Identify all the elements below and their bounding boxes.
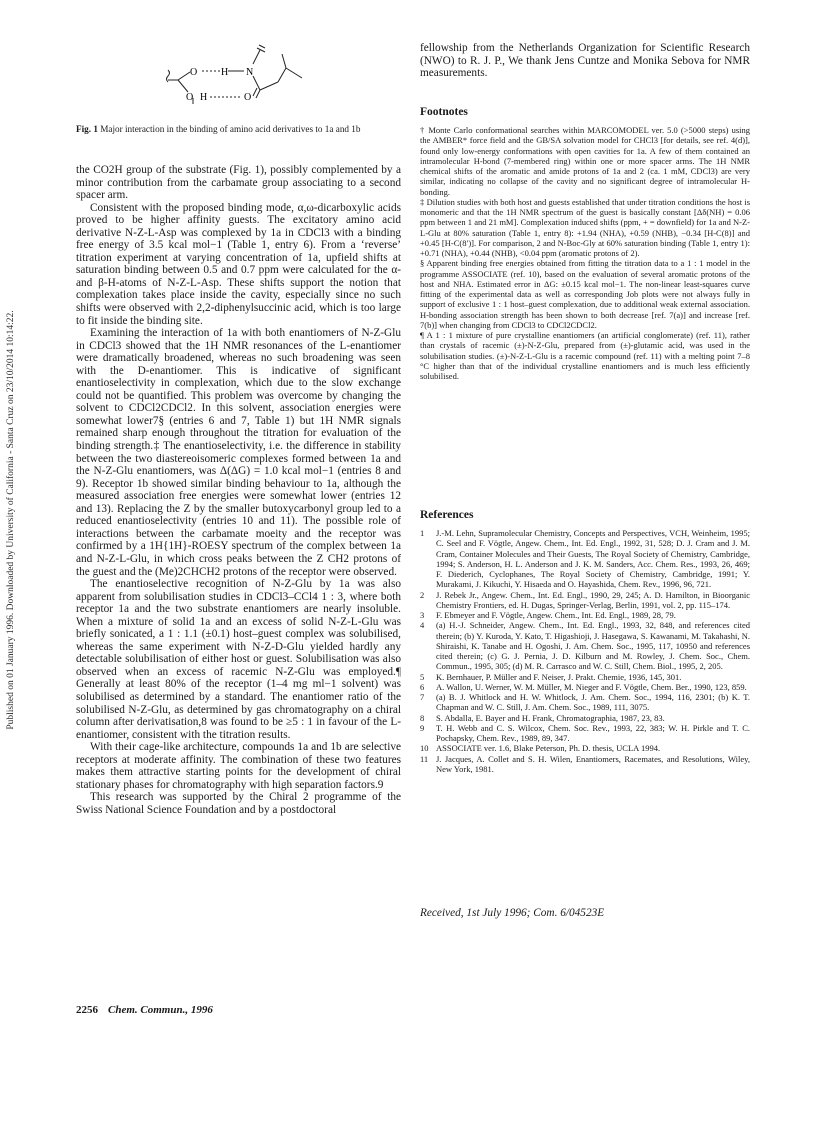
reference-number: 8	[420, 712, 425, 723]
body-paragraph: With their cage-like architecture, compounds 1a and 1b are selective receptors at moderate affinity. The combination of these two features makes them attractive starting points for the development of chiral stationary phases for chromatography with high separation factors.9	[76, 741, 401, 791]
body-paragraph: Examining the interaction of 1a with both enantiomers of N-Z-Glu in CDCl3 showed that the 1H NMR resonances of the L-enantiomer were dramatically broadened, whereas no such broadening was seen with the D-enantiomer. This is indicative of significant enantioselectivity in complexation, which due to the slow exchange could not be quantified. This problem was overcome by changing the solvent to CDCl2CDCl2. In this solvent, association energies were somewhat lower7§ (entries 6 and 7, Table 1) but 1H NMR signals remained sharp enough throughout the titration for evaluation of the binding strength.‡ The enantioselectivity, i.e. the difference in stability between the two diastereoisomeric complexes formed between 1a and the N-Z-Glu enantiomers, was Δ(ΔG) = 1.0 kcal mol−1 (entries 8 and 9). Receptor 1b showed similar binding behaviour to 1a, although the measured association free energies were somewhat lower (entries 12 and 13). Replacing the Z by the smaller butoxycarbonyl group led to a reduced enantioselectivity (entries 10 and 11). The possible role of interactions between the carbamate moeity and the receptor was confirmed by a 1H{1H}-ROESY spectrum of the complex between 1a and N-Z-L-Glu, in which cross peaks between the Z CH2 protons of the guest and the (Me)2CHCH2 protons of the receptor were observed.	[76, 327, 401, 578]
reference-item	[420, 620, 750, 671]
reference-number: 10	[420, 743, 429, 754]
body-paragraph: Consistent with the proposed binding mode, α,ω-dicarboxylic acids proved to be higher affinity guests. The excitatory amino acid derivative N-Z-L-Asp was complexed by 1a in CDCl3 with a binding free energy of 3.5 kcal mol−1 (Table 1, entry 6). From a ‘reverse’ titration experiment at varying concentration of 1a, upfield shifts at saturation binding between 0.5 and 0.7 ppm were calculated for the α- and β-H-atoms of N-Z-L-Asp. These shifts support the notion that complexation takes place inside the cavity, especially since no such shifts were observed with 2,2-diphenylsuccinic acid, which is too large to fit inside the binding site.	[76, 201, 401, 327]
reference-text: S. Abdalla, E. Bayer and H. Frank, Chromatographia, 1987, 23, 83.	[436, 712, 665, 723]
reference-item	[420, 692, 750, 713]
body-paragraph: The enantioselective recognition of N-Z-Glu by 1a was also apparent from solubilisation studies in CDCl3–CCl4 1 : 3, where both receptor 1a and the two substrate enantiomers are nearly insoluble. When a mixture of solid 1a and an excess of solid N-Z-L-Glu was briefly sonicated, a 1 : 1.1 (±0.1) host–guest complex was solubilised, whereas the same experiment with N-Z-D-Glu yielded hardly any detectable solubilisation of either host or guest. Solubilisation was also observed when an excess of racemic N-Z-Glu was employed.¶ Generally at least 80% of the receptor (1–4 mg ml−1 solvent) was solubilised as determined by a standard. The enantiomer ratio of the solubilised N-Z-Glu, as determined by gas chromatography on a chiral column after derivatisation,8 was found to be ≥5 : 1 in favour of the L-enantiomer, consistent with the titration results.	[76, 578, 401, 741]
reference-text: T. H. Webb and C. S. Wilcox, Chem. Soc. Rev., 1993, 22, 383; W. H. Pirkle and T. C. Pochapsky, Chem. Rev., 1989, 89, 347.	[436, 722, 750, 743]
received-line: Received, 1st July 1996; Com. 6/04523E	[420, 907, 605, 919]
acknowledgement-continuation: fellowship from the Netherlands Organization for Scientific Research (NWO) to R. J. P., We thank Jens Cuntze and Monika Sebova for NMR measurements.	[420, 42, 750, 80]
reference-number: 1	[420, 528, 425, 538]
reference-number: 7	[420, 692, 425, 702]
reference-text: (a) H.-J. Schneider, Angew. Chem., Int. Ed. Engl., 1993, 32, 848, and references cited therein; (b) Y. Kuroda, Y. Kato, T. Higashioji, J. Hasegawa, S. Kawanami, M. Takahashi, N. Shiraishi, K. Tanabe and H. Ogoshi, J. Am. Chem. Soc., 1995, 117, 10950 and references cited therein; (c) G. J. Pernia, J. D. Kilburn and M. Rowley, J. Chem. Soc., Chem. Commun., 1995, 305; (d) M. R. Carrasco and W. C. Still, Chem. Biol., 1995, 2, 205.	[436, 620, 750, 672]
atom-o-upper: O	[190, 67, 198, 78]
reference-item	[420, 672, 750, 682]
reference-number: 3	[420, 610, 425, 620]
side-note-text: Published on 01 January 1996. Downloaded by University of California - Santa Cruz on 23/10/2014 10:14:22.	[6, 310, 16, 730]
download-side-note	[4, 170, 18, 870]
reference-text: J. Rebek Jr., Angew. Chem., Int. Ed. Engl., 1990, 29, 245; A. D. Hamilton, in Bioorganic Chemistry Frontiers, ed. H. Dugas, Springer-Verlag, Berlin, 1991, vol. 2, pp. 115–174.	[436, 589, 750, 610]
footnotes	[420, 125, 750, 381]
footnote: † Monte Carlo conformational searches within MARCOMODEL ver. 5.0 (>5000 steps) using the AMBER* force field and the GB/SA solvation model for CHCl3 [for details, see ref. 4(d)], found only low-energy conformations with open cavities for 1a. A few of them contained an intramolecular H-bond (7-membered ring) within one or more spacer arms. The 1H NMR chemical shifts of the aromatic and amide protons of 1a and 2 (ca. 1 mM, CDCl3) are very similar, indicating no collapse of the cavity and no significant degree of intramolecular H-bonding.	[420, 125, 750, 197]
footnote: § Apparent binding free energies obtained from fitting the titration data to a 1 : 1 model in the programme ASSOCIATE (ref. 10), based on the evaluation of several aromatic protons of the host and NHA. Estimated error in ΔG: ±0.15 kcal mol−1. The non-linear least-squares curve fitting of the experimental data as well as corresponding Job plots were not always fully in support of exclusive 1 : 1 host–guest complexation, due to additional weak external association. H-bonding association strength has been shown to both decrease [ref. 7(a)] and increase [ref. 7(b)] when changing from CDCl3 to CDCl2CDCl2.	[420, 258, 750, 330]
references-heading: References	[420, 509, 474, 521]
reference-number: 9	[420, 722, 425, 733]
reference-item	[420, 682, 750, 692]
footnote: ‡ Dilution studies with both host and guests established that under titration conditions the host is monomeric and that the 1H NMR spectrum of the guest is basically constant [Δδ(NH) = 0.06 ppm between 1 and 21 mM]. Complexation induced shifts (ppm, + = downfield) for 1a and N-Z-L-Glu at 80% saturation (Table 1, entry 8): +1.94 (NHA), +0.59 (NHB), −0.34 [H-C(8)] and +0.45 [H-C(8′)]. For comparison, 2 and N-Boc-Gly at 60% saturation binding (Table 1, entry 1): +0.71 (NHA), +0.44 (NHB), <0.04 ppm (aromatic protons of 2).	[420, 196, 750, 258]
reference-item	[420, 754, 750, 775]
footnotes-heading: Footnotes	[420, 106, 468, 118]
reference-text: ASSOCIATE ver. 1.6, Blake Peterson, Ph. D. thesis, UCLA 1994.	[436, 743, 661, 754]
body-paragraph: This research was supported by the Chiral 2 programme of the Swiss National Science Foundation and by a postdoctoral	[76, 791, 401, 816]
references-list	[420, 528, 750, 774]
reference-text: J. Jacques, A. Collet and S. H. Wilen, Enantiomers, Racemates, and Resolutions, Wiley, New York, 1981.	[436, 753, 750, 774]
reference-number: 4	[420, 620, 425, 631]
caption-text: Major interaction in the binding of amino acid derivatives to 1a and 1b	[100, 124, 361, 134]
atom-h-upper: H	[221, 67, 229, 78]
reference-number: 11	[420, 753, 429, 764]
main-body-text	[76, 164, 401, 816]
reference-text: F. Ebmeyer and F. Vögtle, Angew. Chem., Int. Ed. Engl., 1989, 28, 79.	[436, 610, 676, 620]
page-number: 2256	[76, 1004, 98, 1016]
footnote: ¶ A 1 : 1 mixture of pure crystalline enantiomers (an artificial conglomerate) (ref. 11), rather than crystals of racemic (±)-N-Z-Glu, prepared from (±)-glutamic acid, was used in the solubilisation studies. (±)-N-Z-L-Glu is a racemic compound (ref. 11) with a melting point 7–8 °C higher than that of the individual crystalline enantiomers and is much less efficiently solubilised.	[420, 330, 750, 381]
reference-item	[420, 713, 750, 723]
caption-lead: Fig. 1	[76, 124, 98, 134]
reference-text: K. Bernhauer, P. Müller and F. Neiser, J. Prakt. Chemie, 1936, 145, 301.	[436, 671, 682, 682]
reference-number: 6	[420, 681, 425, 692]
atom-n: N	[246, 67, 254, 78]
reference-text: A. Wallon, U. Werner, W. M. Müller, M. Nieger and F. Vögtle, Chem. Ber., 1990, 123, 859.	[436, 681, 747, 692]
reference-text: J.-M. Lehn, Supramolecular Chemistry, Concepts and Perspectives, VCH, Weinheim, 1995; C. Seel and F. Vögtle, Angew. Chem., Int. Ed. Engl., 1992, 31, 528; D. J. Cram and J. M. Cram, Container Molecules and Their Guests, The Royal Society of Chemistry, Cambridge, 1994; S. Anderson, H. L. Anderson and J. K. M. Sanders, Acc. Chem. Res., 1993, 26, 469; F. Diederich, Cyclophanes, The Royal Society of Chemistry, Cambridge, 1991; Y. Murakami, J. Kikuchi, Y. Hisaeda and O. Hayashida, Chem. Rev., 1996, 96, 721.	[436, 528, 750, 590]
reference-number: 5	[420, 671, 425, 682]
reference-text: (a) B. J. Whitlock and H. W. Whitlock, J. Am. Chem. Soc., 1994, 116, 2301; (b) K. T. Chapman and W. C. Still, J. Am. Chem. Soc., 1989, 111, 3075.	[436, 692, 750, 713]
body-paragraph: the CO2H group of the substrate (Fig. 1), possibly complemented by a minor contribution from the carbamate group associating to a second spacer arm.	[76, 164, 401, 202]
atom-h-lower: H	[200, 92, 208, 103]
bond-c-o-lower	[178, 80, 188, 92]
reference-item	[420, 743, 750, 753]
atom-o-carbonyl: O	[244, 92, 252, 103]
reference-item	[420, 528, 750, 590]
reference-item	[420, 723, 750, 744]
reference-item	[420, 590, 750, 611]
reference-number: 2	[420, 589, 425, 600]
figure-1-structure	[120, 42, 350, 122]
page-footer	[76, 1004, 213, 1016]
atom-o-lower: O	[186, 92, 194, 103]
reference-item	[420, 610, 750, 620]
bond-c-o-upper	[178, 72, 190, 80]
journal-name: Chem. Commun., 1996	[108, 1004, 213, 1016]
figure-caption	[76, 124, 401, 136]
